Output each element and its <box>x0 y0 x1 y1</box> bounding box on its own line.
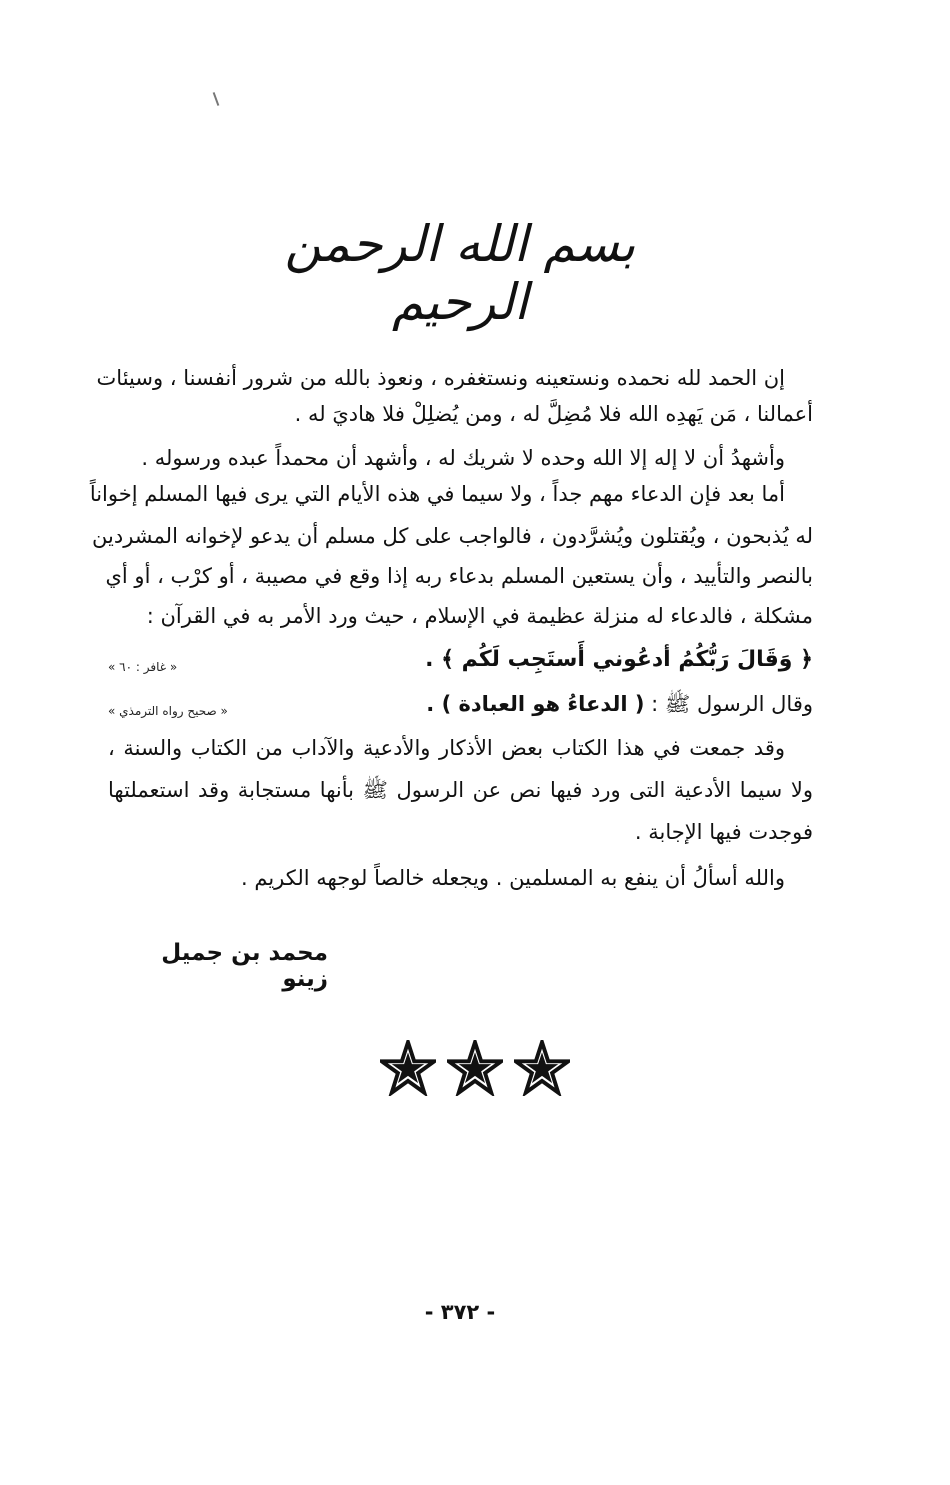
text-line: وقد جمعت في هذا الكتاب بعض الأذكار والأدعية والآداب من الكتاب والسنة ، <box>108 736 785 760</box>
star-outline-icon <box>447 1040 503 1096</box>
text-line: والله أسألُ أن ينفع به المسلمين . ويجعله خالصاً لوجهه الكريم . <box>241 866 785 890</box>
hadith-text: ( الدعاءُ هو العبادة ) . <box>426 692 645 716</box>
text-line: أعمالنا ، مَن يَهدِه الله فلا مُضِلَّ له ، ومن يُضلِلْ فلا هاديَ له . <box>294 402 813 426</box>
text-line: فوجدت فيها الإجابة . <box>634 820 813 844</box>
star-divider <box>380 1040 570 1100</box>
quran-verse: ﴿ وَقَالَ رَبُّكُمُ أدعُوني أَستَجِب لَكُم ﴾ . <box>425 647 813 672</box>
basmala-heading: بسم الله الرحمن الرحيم <box>284 215 636 331</box>
author-name: محمد بن جميل زينو <box>161 940 328 992</box>
hadith-reference: « صحيح رواه الترمذي » <box>108 704 228 718</box>
scan-mark <box>213 92 220 106</box>
page-number: - ٣٧٢ - <box>424 1300 496 1324</box>
verse-reference: « غافر : ٦٠ » <box>108 660 178 674</box>
star-outline-icon <box>514 1040 570 1096</box>
hadith-intro: وقال الرسول ﷺ : <box>651 692 813 716</box>
text-line: بالنصر والتأييد ، وأن يستعين المسلم بدعاء ربه إذا وقع في مصيبة ، أو كرْب ، أو أي <box>105 564 813 588</box>
star-outline-icon <box>380 1040 436 1096</box>
text-line: له يُذبحون ، ويُقتلون ويُشرَّدون ، فالواجب على كل مسلم أن يدعو لإخوانه المشردين <box>92 524 813 548</box>
body-text <box>89 360 813 900</box>
text-line: وأشهدُ أن لا إله إلا الله وحده لا شريك له ، وأشهد أن محمداً عبده ورسوله . <box>141 446 785 470</box>
text-line: إن الحمد لله نحمده ونستعينه ونستغفره ، ونعوذ بالله من شرور أنفسنا ، وسيئات <box>96 366 785 390</box>
text-line: ولا سيما الأدعية التى ورد فيها نص عن الرسول ﷺ بأنها مستجابة وقد استعملتها <box>108 778 813 802</box>
text-line: أما بعد فإن الدعاء مهم جداً ، ولا سيما في هذه الأيام التي يرى فيها المسلم إخواناً <box>89 482 785 506</box>
text-line: مشكلة ، فالدعاء له منزلة عظيمة في الإسلام ، حيث ورد الأمر به في القرآن : <box>146 604 813 628</box>
